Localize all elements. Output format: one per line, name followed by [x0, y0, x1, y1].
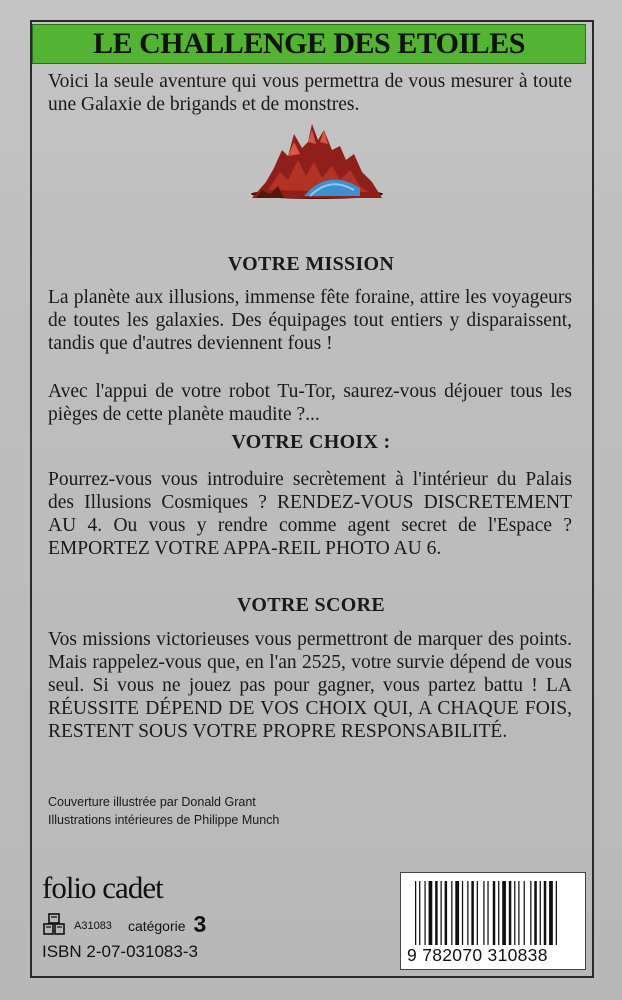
section-heading-choice: VOTRE CHOIX : — [231, 431, 391, 453]
barcode-digits: 9 782070 310838 — [407, 945, 548, 965]
mission-paragraph-1: La planète aux illusions, immense fête foraine, attire les voyageurs de toutes les galaxies. Des équipages tout entiers y disparaissent, tandis que d'autres deviennent fous ! — [48, 287, 572, 354]
barcode — [400, 872, 586, 970]
choice-paragraph: Pourrez-vous vous introduire secrètement à l'intérieur du Palais des Illusions Cosmiques ? RENDEZ-VOUS DISCRETEMENT AU 4. Ou vous y rendre comme agent secret de l'Espace ? EMPORTEZ VOTRE APPA-REIL PHOTO AU 6. — [48, 469, 572, 559]
publisher-logo: folio cadet — [42, 870, 163, 905]
book-title: LE CHALLENGE DES ETOILES — [93, 27, 525, 60]
intro-text: Voici la seule aventure qui vous permettra de vous mesurer à toute une Galaxie de brigands et de monstres. — [48, 71, 572, 115]
section-heading-mission: VOTRE MISSION — [227, 253, 395, 275]
folio-books-icon — [42, 912, 66, 936]
cover-credit: Couverture illustrée par Donald Grant — [48, 795, 256, 809]
title-band — [32, 24, 586, 64]
barcode-icon — [415, 881, 573, 945]
interior-credit: Illustrations intérieures de Philippe Munch — [48, 813, 280, 827]
publisher-code: A31083 — [74, 920, 112, 932]
alien-castle-illustration-icon — [248, 120, 386, 204]
category-number: 3 — [193, 911, 207, 937]
section-heading-score: VOTRE SCORE — [237, 594, 385, 616]
isbn: ISBN 2-07-031083-3 — [42, 942, 198, 961]
credits — [48, 793, 279, 829]
mission-paragraph-2: Avec l'appui de votre robot Tu-Tor, saurez-vous déjouer tous les pièges de cette planète maudite ?... — [48, 381, 572, 425]
publisher-info-row — [42, 910, 206, 936]
category-label: catégorie — [127, 918, 186, 934]
score-paragraph: Vos missions victorieuses vous permettront de marquer des points. Mais rappelez-vous que, en l'an 2525, votre survie dépend de vous seul. Si vous ne jouez pas pour gagner, vous partez battu ! LA RÉUSSITE DÉPEND DE VOS CHOIX QUI, A CHAQUE FOIS, RESTENT SOUS VOTRE PROPRE RESPONSABILITÉ. — [48, 629, 572, 742]
